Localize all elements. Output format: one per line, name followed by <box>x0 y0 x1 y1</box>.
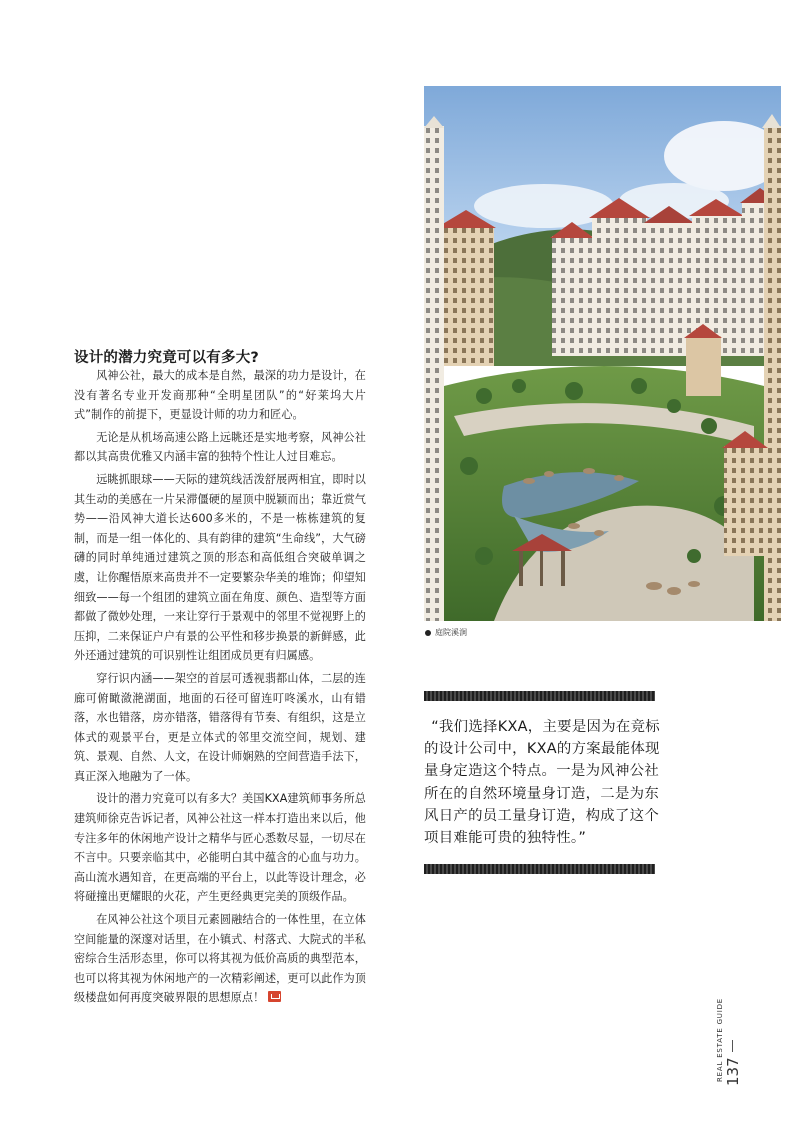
article-paragraph-text: 在风神公社这个项目元素圆融结合的一体性里，在立体空间能量的深邃对话里，在小镇式、村落式、大院式的半私密综合生活形态里，你可以将其视为低价高质的典型范本，也可以将其视为休闲地产的一次精彩阐述，更可以此作为顶级楼盘如何再度突破界限的思想原点！ <box>74 913 366 1005</box>
article-paragraph: 风神公社，最大的成本是自然，最深的功力是设计，在没有著名专业开发商那种“全明星团队”的“好莱坞大片式”制作的前提下，更显设计师的功力和匠心。 <box>74 369 366 422</box>
bullet-icon <box>425 630 431 636</box>
photo-caption-text: 庭院溪涧 <box>435 628 467 637</box>
cloud <box>664 121 781 191</box>
article-body <box>74 366 366 1008</box>
end-mark-icon <box>268 991 281 1002</box>
page-number: 137 <box>724 1057 742 1086</box>
article-paragraph-last <box>74 910 366 1008</box>
gatehouse <box>684 324 722 396</box>
footer-divider <box>732 1040 733 1052</box>
quote-rule-bottom <box>424 864 655 874</box>
article-paragraph: 无论是从机场高速公路上远眺还是实地考察，风神公社都以其高贵优雅又内涵丰富的独特个性让人过目难忘。 <box>74 430 366 464</box>
photo-caption <box>425 627 467 638</box>
article-paragraph: 设计的潜力究竟可以有多大？美国KXA建筑师事务所总建筑师徐克告诉记者，风神公社这一样本打造出来以后，他专注多年的休闲地产设计之精华与匠心悉数尽显，一切尽在不言中。只要亲临其中，必能明白其中蕴含的心血与功力。高山流水遇知音，在更高端的平台上，以此等设计理念，必将碰撞出更耀眼的火花，产生更经典更完美的顶级作品。 <box>74 792 366 904</box>
building-foreground-right <box>764 126 781 621</box>
quote-rule-top <box>424 691 655 701</box>
article-heading: 设计的潜力究竟可以有多大? <box>74 350 260 366</box>
article-paragraph: 穿行识内涵——架空的首层可透视翡都山体，二层的连廊可俯瞰潋滟湖面，地面的石径可留连叮咚溪水，山有错落，水也错落，房亦错落，错落得有节奏、有组织，这是立体式的观景平台，更是立体式的邻里交流空间，规划、建筑、景观、自然、人文，在设计师娴熟的空间营造手法下，真正深入地融为了一体。 <box>74 671 366 783</box>
courtyard-photo <box>424 86 781 621</box>
building-foreground-left <box>424 126 444 621</box>
article-paragraph: 远眺抓眼球——天际的建筑线活泼舒展两相宜，即时以其生动的美感在一片呆滞僵硬的屋顶中脱颖而出；靠近赏气势——沿风神大道长达600多米的，不是一栋栋建筑的复制，而是一组一体化的、具有韵律的建筑“生命线”，大气磅礴的同时单纯通过建筑之顶的形态和高低组合突破单调之虞，让你醒悟原来高贵并不一定要繁杂华美的堆饰；仰望知细致——每一个组团的建筑立面在角度、颜色、造型等方面都做了微妙处理，一来让穿行于景观中的邻里不觉视野上的压抑，二来保证户户有景的公平性和移步换景的新鲜感，此外还通过建筑的可识别性让组团成员更有归属感。 <box>74 472 366 663</box>
building-left <box>436 210 496 366</box>
clubhouse <box>722 431 768 556</box>
pull-quote: “我们选择KXA，主要是因为在竞标的设计公司中，KXA的方案最能体现量身定造这个特点。一是为风神公社所在的自然环境量身订造，二是为东风日产的员工量身订造，构成了这个项目难能可贵的独特性。” <box>424 719 660 847</box>
publication-name: REAL ESTATE GUIDE <box>716 998 724 1082</box>
